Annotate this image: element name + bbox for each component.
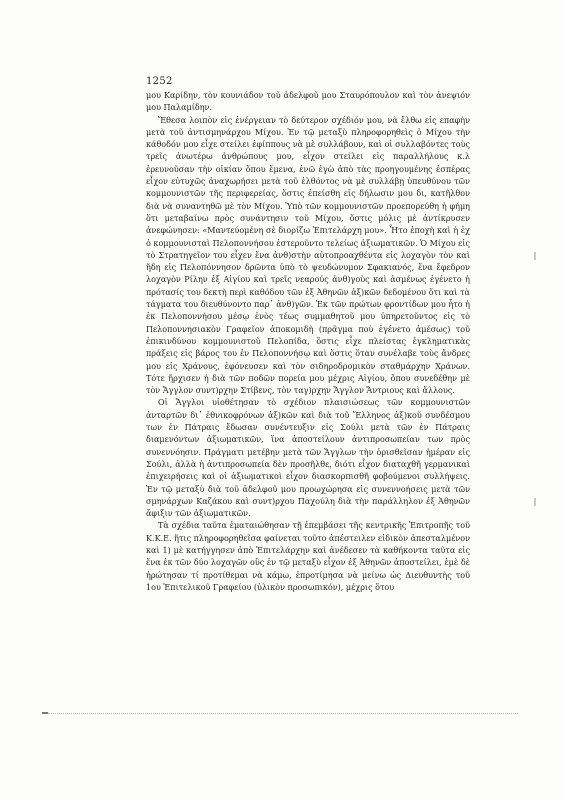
body-text xyxy=(146,90,470,594)
page-number: 1252 xyxy=(146,76,173,87)
scan-margin-mark xyxy=(534,498,536,506)
paragraph: Ἔθεσα λοιπὸν εἰς ἐνέργειαν τὸ δεύτερον σχέδιόν μου, νὰ ἔλθω εἰς επαφὴν μετὰ τοῦ ἀντισμηνάρχου Μίχου. Ἐν τῷ μεταξὺ πληροφορηθεὶς ὁ Μίχου τὴν κάθοδόν μου εἶχε στείλει ἐφίππους νὰ μὲ συλλάβουν, καὶ οἱ συλλαβόντες τοὺς τρεῖς ἀνωτέρω ἀνθρώπους μου, εἶχον στείλει εἰς παραλλήλους κ.λ ἐρευνοῦσαν τὴν οἰκίαν ὅπου ἔμενα, ἐνῶ ἐγὼ ἀπὸ τὰς προηγουμένης ἐσπέρας εἶχον εὐτυχῶς ἀναχωρήσει μετὰ τοῦ ἐλθόντος νὰ μὲ συλλάβῃ ὑπευθύνου τῶν κομμουνιστῶν τῆς περιφερείας, ὅστις ἐπείσθη εἰς δήλωσιν μου δι, κατῆλθον διὰ νὰ συναντηθῶ μὲ τὸν Μίχου. Ὑπὸ τῶν κομμουνιστῶν προεπορεύθη ἡ φήμη ὅτι μεταβαίνω πρὸς συνάντησιν τοῦ Μίχου, ὅστις μόλις μὲ ἀντίκρυσεν ἀνεφώνησεν: «Μαντεύομένη σὲ διορίζω Ἐπιτελάρχη μου». Ἦτο ἐποχὴ καὶ ἡ ἐχ ὁ κομμουνισταὶ Πελοποννήσου ἐστεροῦντο τελείως ἀξιωματικῶν. Ὁ Μίχου εἰς τὸ Στρατηγεῖον του εἶχεν ἕνα ἀνθ)στὴν αὐτοπροαχθέντα εἰς λοχαγὸν τὸν καὶ ἤδη εἰς Πελοπόννησον δρῶντα ὑπὸ τὸ ψευδώνυμον Σφακιανός, ἕνα ἔφεδρον λοχαγὸν Ρίλην ἐξ Αἰγίου καὶ τρεῖς νεαρούς ἀνθ)γοὺς καὶ ἀσμένως ἐγένετο ἡ πρότασίς του δεκτὴ περὶ καθόδου τῶν ἐξ Ἀθηνῶν ἀξ)κῶν δεδομένου ὅτι καὶ τὰ τάγματα του διευθύνοντο παρ᾽ ἀνθ)γῶν. Ἐκ τῶν πρώτων φροντίδων μου ἦτο ἡ ἐκ Πελοποννήσου μέσῳ ἑνὸς τέως συμμαθητοῦ μου ὑπηρετοῦντος εἰς τὸ Πελοποννησιακὸν Γραφεῖον ἀποκομιδὴ (πρᾶγμα ποὺ ἐγένετο ἀμέσως) τοῦ ἐπικινδύνου κομμουνιστοῦ Πελοπίδα, ὅστις εἶχε πλείστας ἐγκληματικὰς πράξεις εἰς βάρος του ἐν Πελοποννήσῳ καὶ ὅστις ὅταν συνέλαβε τοὺς ἄνδρες μου εἰς Χράνους, ἐφόνευσεν καὶ τὸν σιδηροδρομικὸν σταθμάρχην Χράνων. Τότε ἤρχισεν ἡ διὰ τῶν ποδῶν πορεία μου μέχρις Αἰγίου, ὅπου συνεδέθην μὲ τὸν Ἄγγλον συντ)ρχην Στίβενς, τὸν ταγ)ρχην Ἄγγλον Ἄντριους καὶ ἄλλους. xyxy=(146,115,470,396)
scan-dotted-rule xyxy=(48,713,518,714)
paragraph: Τὰ σχέδια ταῦτα ἐματαιώθησαν τῇ ἐπεμβάσει τῆς κεντρικῆς Ἐπιτροπῆς τοῦ Κ.Κ.Ε. ἥτις πληροφορηθεῖσα φαίνεται τοῦτο ἀπέστειλεν εἰδικὸν ἀπεσταλμένον καὶ 1) μὲ κατήγγησεν ἀπὸ Ἐπιτελάρχην καὶ ἀνέδεσεν τὰ καθήκοντα ταῦτα εἰς ἕνα ἐκ τῶν δύο λοχαγῶν οὓς ἐν τῷ μεταξὺ εἶχον ἐξ Ἀθηνῶν ἀποστείλει, ἐμὲ δὲ ἠρώτησαν τί προτίθεμαι νὰ κάμω, ἐπροτίμησα νὰ μείνω ὡς Διευθυντὴς τοῦ 1ου Ἐπιτελικοῦ Γραφείου (ὑλικὸν προσωπικόν), μέχρις ὅτου xyxy=(146,521,470,592)
paragraph: μου Καρίδην, τὸν κουνιάδον τοῦ ἀδελφοῦ μου Σταυρόπουλον καὶ τὸν ἀνεψιόν μου Παλαμίδην. xyxy=(146,91,470,113)
paragraph: Οἱ Ἄγγλοι υἱοθέτησαν τὸ σχέδιον πλαισιώσεως τῶν κομμουνιστῶν ἀνταρτῶν δι᾽ ἐθνικοφρόνων ἀξ)κῶν καὶ διὰ τοῦ Ἕλληνος ἀξ)κοῦ συνδέσμου των ἐν Πάτραις ἔδωσαν συνέντευξιν εἰς Σούλι μετὰ τῶν ἐν Πάτραις διαμενόντων ἀξιωματικῶν, ἵνα ἀποστείλουν ἀντιπροσωπείαν των πρὸς συνεννόησιν. Πράγματι μετέβην μετὰ τῶν Ἄγγλων τὴν ὁρισθεῖσαν ἡμέραν εἰς Σούλι, ἀλλὰ ἡ ἀντιπροσωπεία δὲν προσῆλθε, διότι εἶχον διαταχθῆ γερμανικαὶ ἐπιχειρήσεις καὶ οἱ ἀξιωματικοὶ εἶχον διασκορπισθῆ φοβούμενοι συλλήψεις. Ἐν τῷ μεταξὺ διὰ τοῦ ἀδελφοῦ μου προωχώρησα εἰς συνεννοήσεις μετὰ τῶν σμηνάρχων Καζάκου καὶ συντ)ρχου Παχούλη διὰ τὴν παράλληλον ἐξ Ἀθηνῶν ἄφιξιν τῶν ἀξιωματικῶν. xyxy=(146,398,470,519)
scan-margin-mark xyxy=(534,252,536,260)
